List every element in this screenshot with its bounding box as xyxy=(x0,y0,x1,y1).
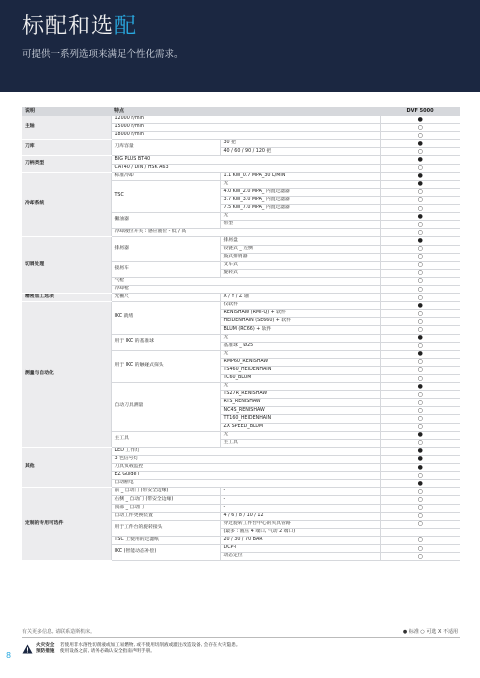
availability-mark: ● xyxy=(380,302,460,310)
spec-cell: - xyxy=(220,504,380,512)
spec-cell: 无 xyxy=(220,431,380,439)
feature-cell: LED 工作灯 xyxy=(111,447,380,455)
availability-mark: ● xyxy=(380,213,460,221)
spec-cell: 7.5 KW_7.0 MPA_ 内置过滤器 xyxy=(220,205,380,213)
category-cell: 定制的专用可选件 xyxy=(22,488,111,561)
availability-mark: ○ xyxy=(380,285,460,293)
warning-text-fire: 若使用非水溶性切削液或加工易燃物, 或不使用切削液或灌注改造设备, 会存在火灾隐患。 xyxy=(60,643,241,648)
spec-cell: 无 xyxy=(220,180,380,188)
spec-cell: 无 xyxy=(220,383,380,391)
warning-icon xyxy=(22,644,33,654)
feature-cell: 3 色信号灯 xyxy=(111,455,380,463)
spec-cell: 无 xyxy=(220,213,380,221)
feature-cell: 主工具 xyxy=(111,431,220,447)
spec-cell: 基准球 _ Ø25 xyxy=(220,342,380,350)
spec-cell: 鼓式排屑器 xyxy=(220,253,380,261)
title-accent-text: 配 xyxy=(114,14,138,39)
spec-cell: HEIDENHAIN (SE660) + 软件 xyxy=(220,318,380,326)
availability-mark: ○ xyxy=(380,132,460,140)
feature-cell: 自动断电 xyxy=(111,480,380,488)
feature-cell: 12000 r/min xyxy=(111,116,380,124)
availability-mark: ○ xyxy=(380,512,460,520)
availability-mark: ● xyxy=(380,116,460,124)
spec-cell: 无 xyxy=(220,350,380,358)
spec-cell: 仅软件 xyxy=(220,302,380,310)
feature-cell: 刀具负载监控 xyxy=(111,464,380,472)
availability-mark: ○ xyxy=(380,504,460,512)
table-row xyxy=(22,294,460,302)
availability-mark: ● xyxy=(380,172,460,180)
availability-mark: ● xyxy=(380,431,460,439)
table-row xyxy=(22,237,460,245)
header-features: 特点 xyxy=(111,107,380,116)
feature-cell: 光栅尺 xyxy=(111,294,220,302)
availability-mark: ○ xyxy=(380,544,460,552)
spec-cell: BLUM (RC66) + 软件 xyxy=(220,326,380,334)
spec-cell: 带型 xyxy=(220,221,380,229)
availability-mark: ○ xyxy=(380,399,460,407)
category-cell: 刀库 xyxy=(22,140,111,156)
spec-cell: NC4S_RENISHAW xyxy=(220,407,380,415)
spec-cell: 铰链式 _ 左侧 xyxy=(220,245,380,253)
table-row xyxy=(22,116,460,124)
availability-mark: ○ xyxy=(380,407,460,415)
feature-cell: 标准冷却 xyxy=(111,172,220,180)
spec-cell: TC60_BLUM xyxy=(220,375,380,383)
availability-mark: ○ xyxy=(380,245,460,253)
feature-cell: IKC (智能动态补偿) xyxy=(111,544,220,560)
availability-mark: ○ xyxy=(380,294,460,302)
availability-mark: ○ xyxy=(380,358,460,366)
availability-mark: ● xyxy=(380,237,460,245)
spec-cell: 排屑盘 xyxy=(220,237,380,245)
page-subtitle: 可提供一系列选项来满足个性化需求。 xyxy=(22,49,184,60)
warning-label-precaution: 预防措施 xyxy=(36,649,55,654)
category-cell: 切屑处理 xyxy=(22,237,111,294)
feature-cell: 刀库容量 xyxy=(111,140,220,156)
feature-cell: 前 _ 自动门 (带安全边缘) xyxy=(111,488,220,496)
feature-cell: 气枪 xyxy=(111,277,380,285)
availability-mark: ○ xyxy=(380,310,460,318)
spec-cell: RENISHAW (RMI-Q) + 软件 xyxy=(220,310,380,318)
category-cell: 冷却系统 xyxy=(22,172,111,237)
table-header-row xyxy=(22,107,460,116)
spec-cell: 30 把 xyxy=(220,140,380,148)
header-model: DVF 5000 xyxy=(380,107,460,116)
availability-mark: ● xyxy=(380,334,460,342)
spec-cell: 1.1 KW_0.7 MPA_30 L/MIN xyxy=(220,172,380,180)
spec-cell: 4.0 KW_2.0 MPA_ 内置过滤器 xyxy=(220,188,380,196)
spec-cell: 主工具 xyxy=(220,439,380,447)
feature-cell: 排屑器 xyxy=(111,237,220,261)
availability-mark: ● xyxy=(380,480,460,488)
spec-cell: X / Y / Z 轴 xyxy=(220,294,380,302)
options-table xyxy=(22,107,460,561)
availability-mark: ● xyxy=(380,156,460,164)
title-text: 标配和选 xyxy=(22,14,115,39)
header-description: 说明 xyxy=(22,107,111,116)
feature-cell: 自动工件更换装置 xyxy=(111,512,220,520)
warning-label-fire: 火灾安全 xyxy=(36,643,55,648)
availability-mark: ○ xyxy=(380,342,460,350)
availability-mark: ○ xyxy=(380,253,460,261)
safety-warning xyxy=(36,643,240,655)
availability-mark: ○ xyxy=(380,205,460,213)
feature-cell: 冷却液位开关 : 感应液位 - 低 / 高 xyxy=(111,229,380,237)
availability-mark: ○ xyxy=(380,221,460,229)
availability-mark: ○ xyxy=(380,536,460,544)
table-body xyxy=(22,116,460,561)
feature-cell: 用于 IKC 的触碰式探头 xyxy=(111,350,220,382)
table-row xyxy=(22,488,460,496)
warning-text-precaution: 使用设备之前, 请务必确认安全指南声明手册。 xyxy=(60,649,155,654)
feature-cell: CAT40 / DIN / HSK A63 xyxy=(111,164,380,172)
category-cell: 其他 xyxy=(22,447,111,487)
feature-cell: BIG PLUS BT40 xyxy=(111,156,380,164)
spec-cell: TS460_HEIDENHAIN xyxy=(220,366,380,374)
availability-mark: ○ xyxy=(380,196,460,204)
availability-mark: ● xyxy=(380,447,460,455)
availability-mark: ● xyxy=(380,464,460,472)
availability-mark: ● xyxy=(380,455,460,463)
availability-mark: ○ xyxy=(380,423,460,431)
spec-cell: RTS_RENISHAW xyxy=(220,399,380,407)
page-title xyxy=(22,16,137,38)
availability-mark: ○ xyxy=(380,318,460,326)
availability-mark: ○ xyxy=(380,164,460,172)
table-row xyxy=(22,172,460,180)
availability-mark: ● xyxy=(380,140,460,148)
spec-cell: 穿过旋转工件台中心的夹具管路 xyxy=(220,520,380,528)
page-number: 8 xyxy=(6,651,12,660)
spec-cell: TS27R_RENISHAW xyxy=(220,391,380,399)
feature-cell: 右侧 _ 自动门 (带安全边缘) xyxy=(111,496,220,504)
feature-cell: 用于工件台的旋转接头 xyxy=(111,520,220,536)
feature-cell: EZ Guide i xyxy=(111,472,380,480)
spec-cell: 40 / 60 / 90 / 120 把 xyxy=(220,148,380,156)
availability-mark: ○ xyxy=(380,326,460,334)
availability-mark: ○ xyxy=(380,188,460,196)
spec-cell: 旋转式 xyxy=(220,269,380,277)
footnote: 有关更多信息, 请联系造斯机床。 xyxy=(22,629,96,635)
availability-mark: ● xyxy=(380,350,460,358)
feature-cell: 15000 r/min xyxy=(111,124,380,132)
availability-mark: ○ xyxy=(380,415,460,423)
availability-mark: ○ xyxy=(380,261,460,269)
feature-cell: 撇油器 xyxy=(111,213,220,229)
availability-mark: ○ xyxy=(380,520,460,528)
spec-cell: 3.7 KW_3.0 MPA_ 内置过滤器 xyxy=(220,196,380,204)
spec-cell: 动态定位 xyxy=(220,553,380,561)
spec-cell: - xyxy=(220,496,380,504)
feature-cell: 冷却枪 xyxy=(111,285,380,293)
availability-mark: ○ xyxy=(380,277,460,285)
footer-divider xyxy=(22,637,460,638)
availability-mark: ○ xyxy=(380,391,460,399)
spec-cell: TT160_HEIDENHAIN xyxy=(220,415,380,423)
availability-mark: ○ xyxy=(380,269,460,277)
spec-cell: 无 xyxy=(220,334,380,342)
feature-cell: IKC 就绪 xyxy=(111,302,220,334)
feature-cell: 18000 r/min xyxy=(111,132,380,140)
spec-cell: DCP-i xyxy=(220,544,380,552)
availability-mark: ● xyxy=(380,180,460,188)
category-cell: 刀柄类型 xyxy=(22,156,111,172)
category-cell: 主轴 xyxy=(22,116,111,140)
spec-cell: (最多 : 液压 4 端口, 气动 2 端口) xyxy=(220,528,380,536)
availability-mark: ○ xyxy=(380,553,460,561)
spec-cell: 文车式 xyxy=(220,261,380,269)
availability-mark: ○ xyxy=(380,375,460,383)
category-cell: 测量与自动化 xyxy=(22,302,111,448)
table-row xyxy=(22,302,460,310)
availability-mark: ○ xyxy=(380,439,460,447)
table-row xyxy=(22,156,460,164)
availability-mark: ○ xyxy=(380,229,460,237)
feature-cell: 用于 IKC 的基准球 xyxy=(111,334,220,350)
availability-mark: ○ xyxy=(380,148,460,156)
feature-cell: 接屑车 xyxy=(111,261,220,277)
spec-cell: ZX SPEED_BLUM xyxy=(220,423,380,431)
spec-cell: - xyxy=(220,488,380,496)
availability-mark: ○ xyxy=(380,496,460,504)
category-cell: 精密加工选项 xyxy=(22,294,111,302)
feature-cell: 顶部 _ 自动门 xyxy=(111,504,220,512)
availability-mark: ○ xyxy=(380,488,460,496)
spec-cell: 4 / 6 / 8 / 10 / 12 xyxy=(220,512,380,520)
availability-mark: ○ xyxy=(380,124,460,132)
availability-mark: ○ xyxy=(380,366,460,374)
availability-mark: ● xyxy=(380,383,460,391)
page-header xyxy=(0,0,480,92)
feature-cell: 自动刀具测量 xyxy=(111,383,220,432)
feature-cell: TSC xyxy=(111,180,220,212)
availability-mark: ○ xyxy=(380,472,460,480)
spec-cell: 20 / 30 / 70 BAR xyxy=(220,536,380,544)
table-row xyxy=(22,447,460,455)
availability-mark xyxy=(380,528,460,536)
table-row xyxy=(22,140,460,148)
spec-cell: RMP60_RENISHAW xyxy=(220,358,380,366)
legend: ● 标准 ○ 可选 X 不适用 xyxy=(402,629,458,635)
feature-cell: TSC 上使用的过滤纸 xyxy=(111,536,220,544)
